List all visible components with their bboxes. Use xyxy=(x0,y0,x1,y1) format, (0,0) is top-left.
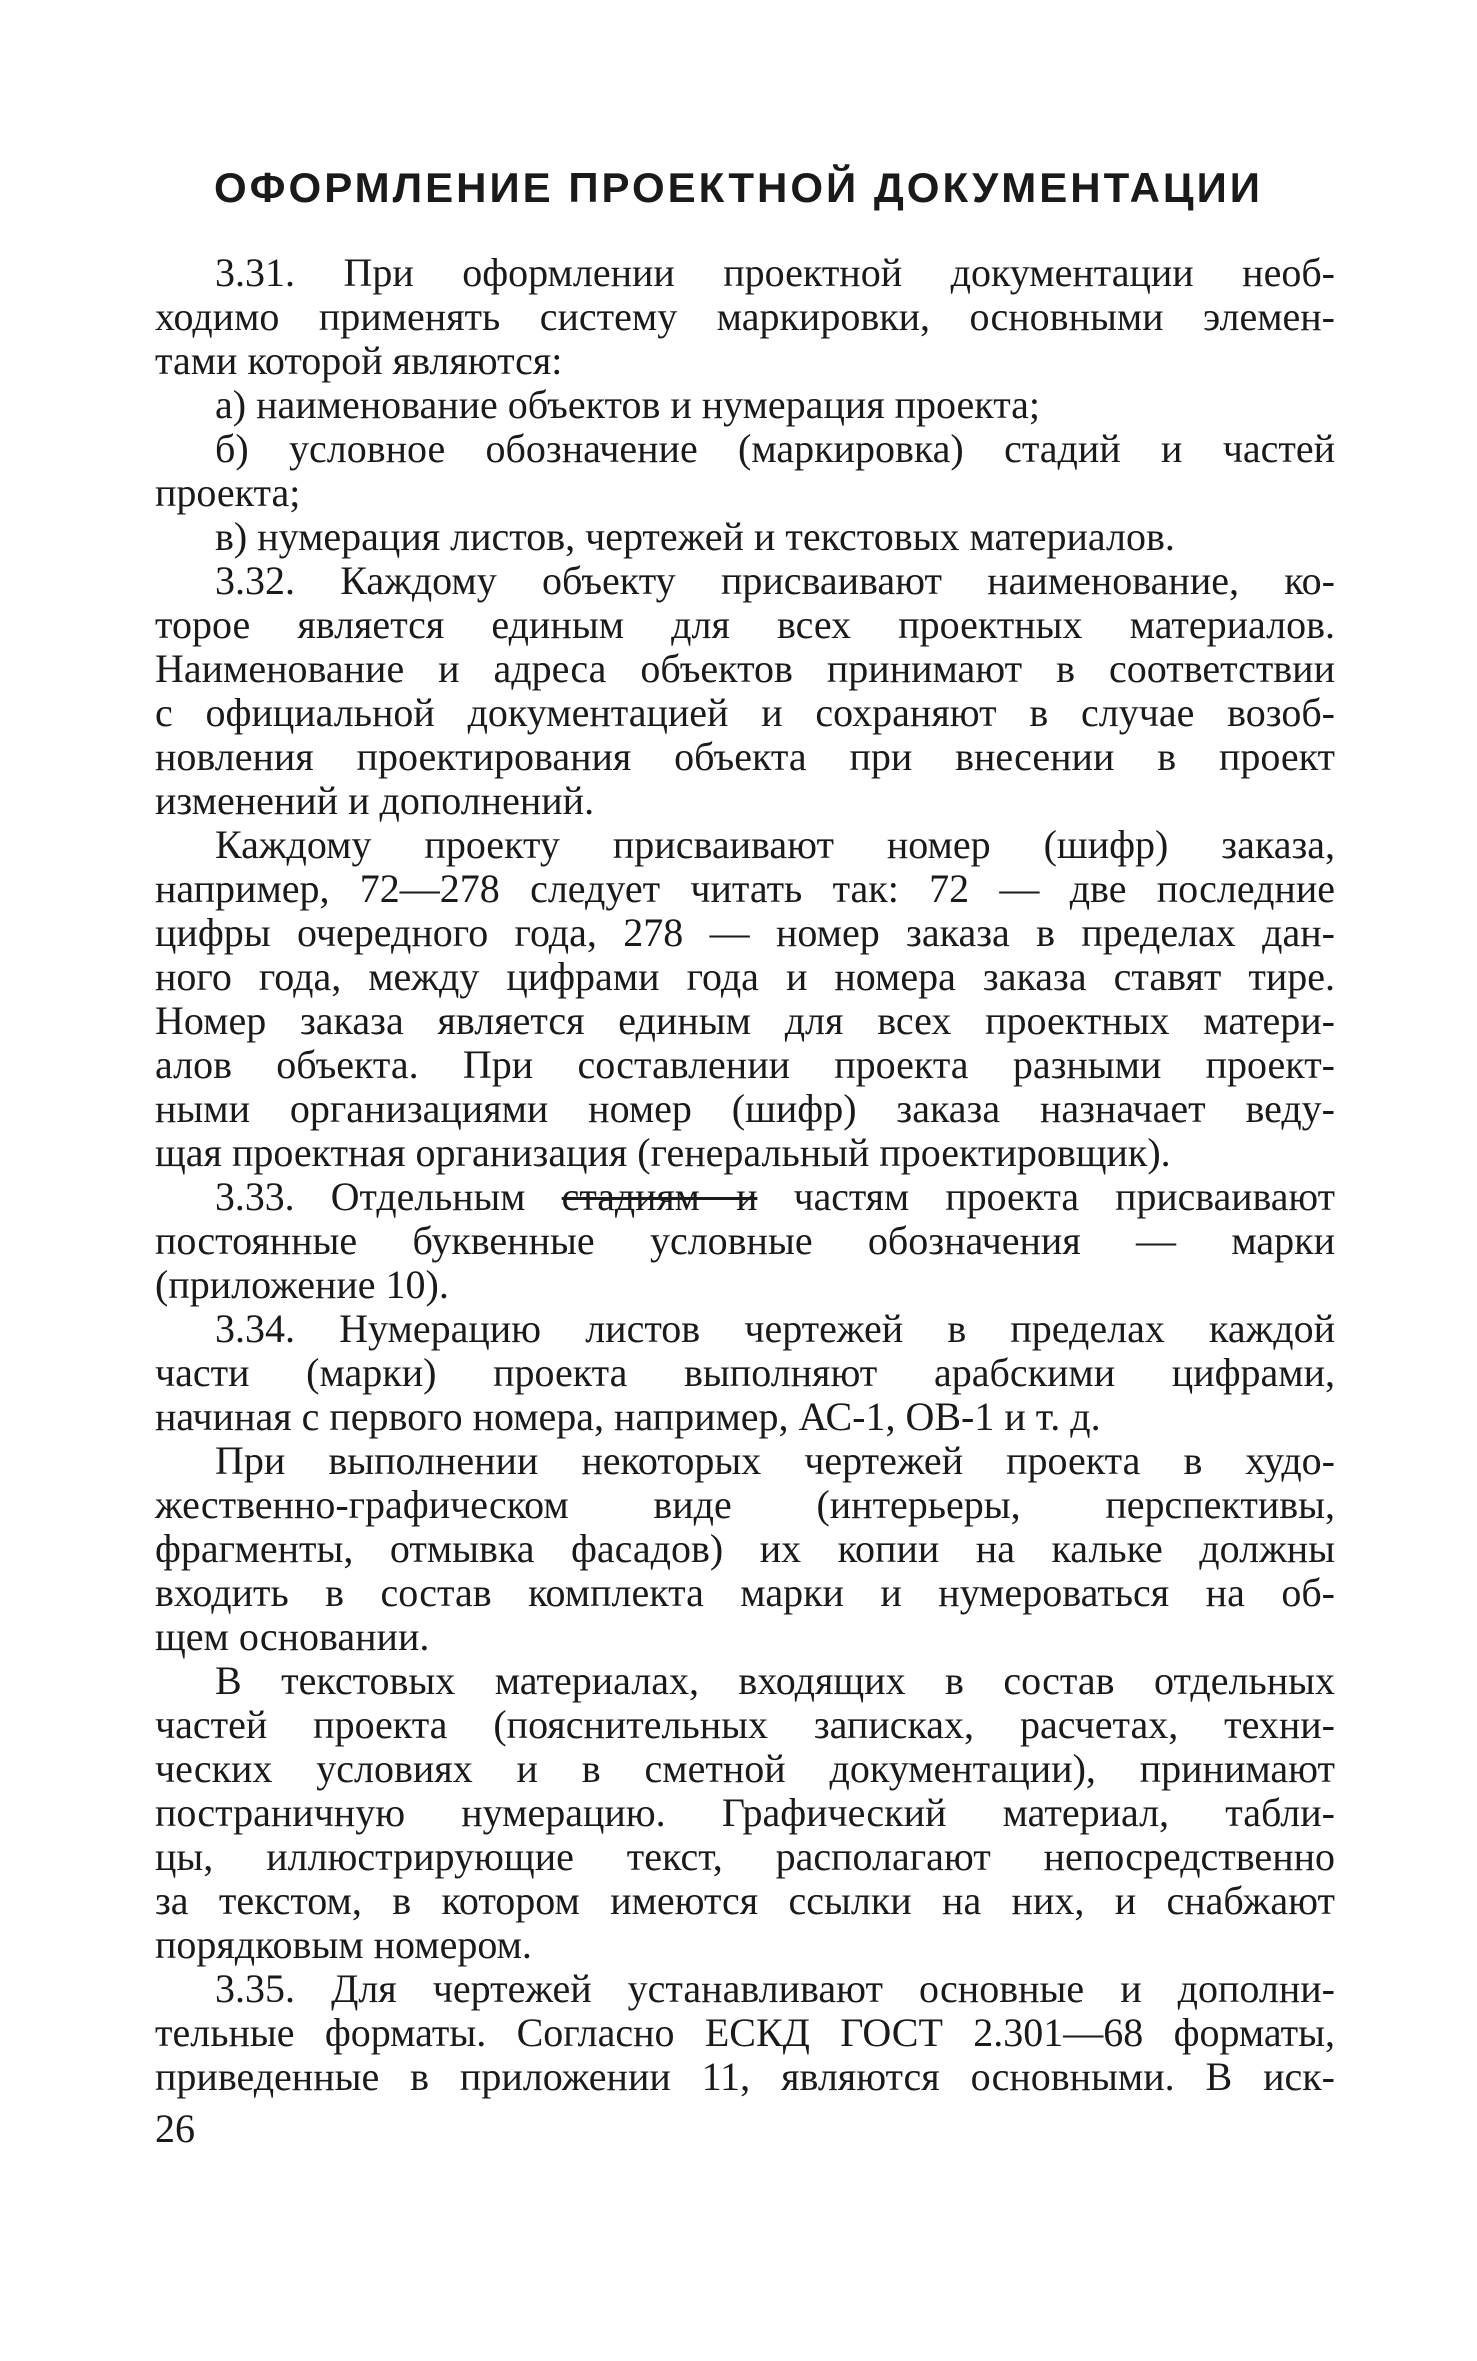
paragraph-line: цифры очередного года, 278 — номер заказа в пределах дан- xyxy=(155,910,1335,955)
struck-out-text: стадиям и xyxy=(561,1175,758,1219)
paragraph-line: щем основании. xyxy=(155,1614,430,1659)
paragraph-line: При выполнении некоторых чертежей проекта в худо- xyxy=(215,1438,1335,1483)
paragraph-line: например, 72—278 следует читать так: 72 — две последние xyxy=(155,866,1335,911)
text-segment: частям проекта присваивают xyxy=(793,1175,1336,1219)
paragraph-line: торое является единым для всех проектных материалов. xyxy=(155,602,1335,647)
body-text xyxy=(155,251,1335,2099)
paragraph-line: ходимо применять систему маркировки, основными элемен- xyxy=(155,294,1335,339)
paragraph-line: порядковым номером. xyxy=(155,1922,532,1967)
paragraph-line: тами которой являются: xyxy=(155,338,563,383)
paragraph-line: проекта; xyxy=(155,470,301,515)
paragraph-line: за текстом, в котором имеются ссылки на них, и снабжают xyxy=(155,1878,1335,1923)
paragraph-line: изменений и дополнений. xyxy=(155,778,595,823)
text-segment: 3.33. Отдельным xyxy=(215,1175,526,1219)
paragraph-line: Номер заказа является единым для всех проектных матери- xyxy=(155,998,1335,1043)
paragraph-line: В текстовых материалах, входящих в состав отдельных xyxy=(215,1658,1335,1703)
paragraph-line: постоянные буквенные условные обозначения — марки xyxy=(155,1218,1335,1263)
list-item-a: а) наименование объектов и нумерация проекта; xyxy=(215,382,1041,427)
paragraph-line: входить в состав комплекта марки и нумероваться на об- xyxy=(155,1570,1335,1615)
list-item-b: б) условное обозначение (маркировка) стадий и частей xyxy=(215,426,1335,471)
paragraph-line: новления проектирования объекта при внесении в проект xyxy=(155,734,1335,779)
paragraph-line: 3.34. Нумерацию листов чертежей в пределах каждой xyxy=(215,1306,1335,1351)
paragraph-line: тельные форматы. Согласно ЕСКД ГОСТ 2.301—68 форматы, xyxy=(155,2010,1335,2055)
paragraph-line: фрагменты, отмывка фасадов) их копии на кальке должны xyxy=(155,1526,1335,1571)
paragraph-line: 3.32. Каждому объекту присваивают наименование, ко- xyxy=(215,558,1335,603)
paragraph-line: Наименование и адреса объектов принимают в соответствии xyxy=(155,646,1335,691)
list-item-c: в) нумерация листов, чертежей и текстовых материалов. xyxy=(215,514,1175,559)
paragraph-line: щая проектная организация (генеральный проектировщик). xyxy=(155,1130,1171,1175)
page-number: 26 xyxy=(155,2106,195,2151)
paragraph-line: Каждому проекту присваивают номер (шифр) заказа, xyxy=(215,822,1335,867)
paragraph-line: ческих условиях и в сметной документации), принимают xyxy=(155,1746,1335,1791)
paragraph-line: начиная с первого номера, например, АС-1, ОВ-1 и т. д. xyxy=(155,1394,1101,1439)
paragraph-line: 3.31. При оформлении проектной документации необ- xyxy=(215,250,1335,295)
paragraph-line-with-strikeout xyxy=(155,1175,1335,1219)
paragraph-line: цы, иллюстрирующие текст, располагают непосредственно xyxy=(155,1834,1335,1879)
paragraph-line: 3.35. Для чертежей устанавливают основные и дополни- xyxy=(215,1966,1335,2011)
paragraph-line: ного года, между цифрами года и номера заказа ставят тире. xyxy=(155,954,1335,999)
paragraph-line: части (марки) проекта выполняют арабскими цифрами, xyxy=(155,1350,1335,1395)
paragraph-line: жественно-графическом виде (интерьеры, перспективы, xyxy=(155,1482,1335,1527)
page-heading: ОФОРМЛЕНИЕ ПРОЕКТНОЙ ДОКУМЕНТАЦИИ xyxy=(214,164,1263,211)
paragraph-line: ными организациями номер (шифр) заказа назначает веду- xyxy=(155,1086,1335,1131)
paragraph-line: с официальной документацией и сохраняют в случае возоб- xyxy=(155,690,1335,735)
paragraph-line: (приложение 10). xyxy=(155,1262,449,1307)
paragraph-line: приведенные в приложении 11, являются основными. В иск- xyxy=(155,2054,1335,2099)
paragraph-line: алов объекта. При составлении проекта разными проект- xyxy=(155,1042,1335,1087)
paragraph-line: постраничную нумерацию. Графический материал, табли- xyxy=(155,1790,1335,1835)
paragraph-line: частей проекта (пояснительных записках, расчетах, техни- xyxy=(155,1702,1335,1747)
